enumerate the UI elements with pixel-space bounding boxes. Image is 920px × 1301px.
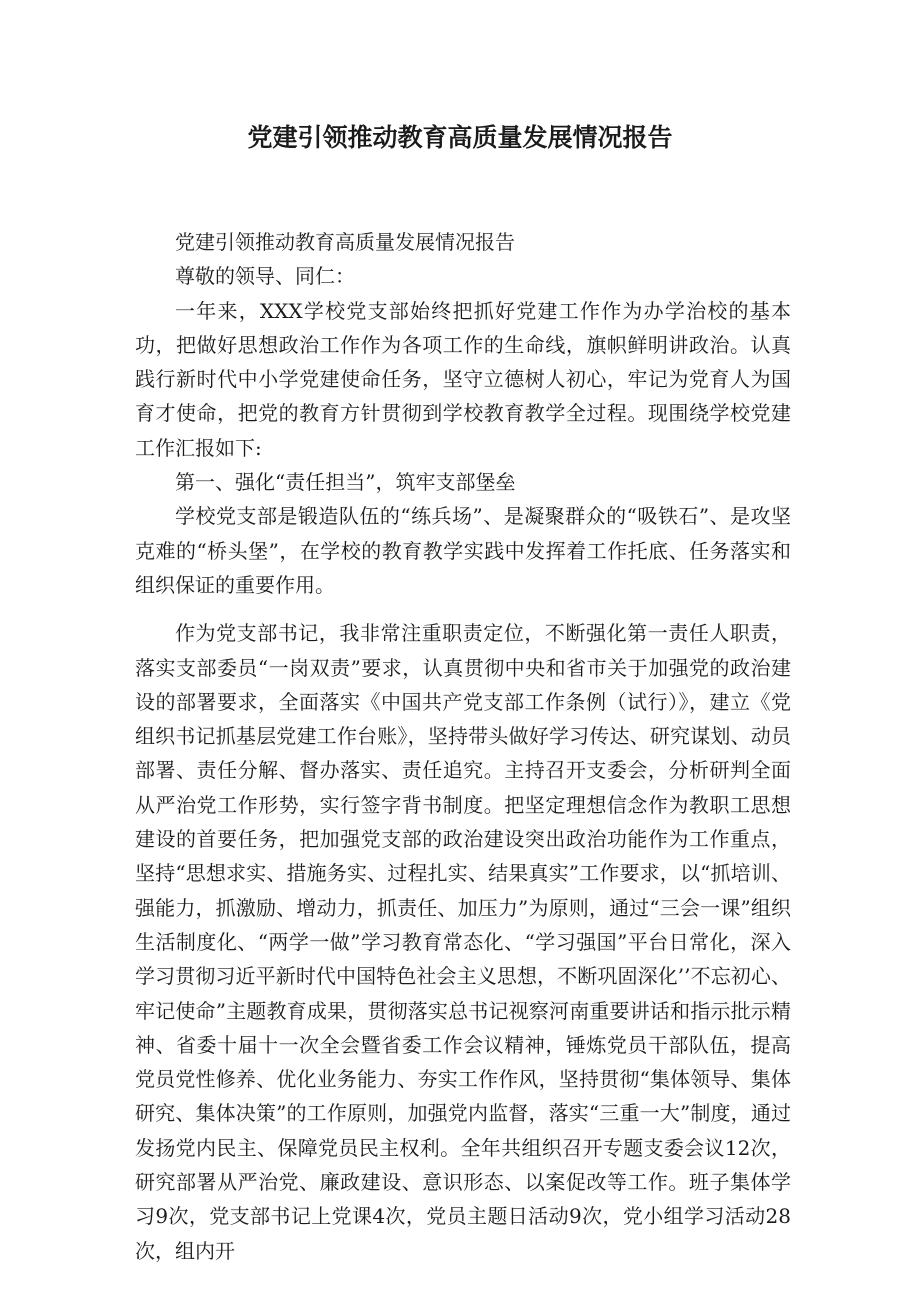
paragraph-salutation: 尊敬的领导、同仁： (175, 264, 355, 289)
paragraph-body: 学校党支部是锻造队伍的“练兵场”、是凝聚群众的“吸铁石”、是攻坚克难的“桥头堡”，在学校的教育教学实践中发挥着工作托底、任务落实和组织保证的重要作用。 (135, 504, 791, 597)
paragraph-intro: 一年来，XXX学校党支部始终把抓好党建工作作为办学治校的基本功，把做好思想政治工作作为各项工作的生命线，旗帜鲜明讲政治。认真践行新时代中小学党建使命任务，坚守立德树人初心，牢记为党育人为国育才使命，把党的教育方针贯彻到学校教育教学全过程。现围绕学校党建工作汇报如下: (135, 298, 791, 460)
section-heading: 第一、强化“责任担当”，筑牢支部堡垒 (175, 470, 516, 495)
paragraph-body: 作为党支部书记，我非常注重职责定位，不断强化第一责任人职责，落实支部委员“一岗双责”要求，认真贯彻中央和省市关于加强党的政治建设的部署要求，全面落实《中国共产党支部工作条例（试行）》，建立《党组织书记抓基层党建工作台账》，坚持带头做好学习传达、研究谋划、动员部署、责任分解、督办落实、责任追究。主持召开支委会，分析研判全面从严治党工作形势，实行签字背书制度。把坚定理想信念作为教职工思想建设的首要任务，把加强党支部的政治建设突出政治功能作为工作重点，坚持“思想求实、措施务实、过程扎实、结果真实”工作要求，以“抓培训、强能力，抓激励、增动力，抓责任、加压力”为原则，通过“三会一课”组织生活制度化、“两学一做”学习教育常态化、“学习强国”平台日常化，深入学习贯彻习近平新时代中国特色社会主义思想，不断巩固深化’’不忘初心、牢记使命”主题教育成果，贯彻落实总书记视察河南重要讲话和指示批示精神、省委十届十一次全会暨省委工作会议精神，锤炼党员干部队伍，提高党员党性修养、优化业务能力、夯实工作作风，坚持贯彻“集体领导、集体研究、集体决策”的工作原则，加强党内监督，落实“三重一大”制度，通过发扬党内民主、保障党员民主权利。全年共组织召开专题支委会议12次，研究部署从严治党、廉政建设、意识形态、以案促改等工作。班子集体学习9次，党支部书记上党课4次，党员主题日活动9次，党小组学习活动28次，组内开 (135, 621, 791, 1263)
paragraph-heading: 党建引领推动教育高质量发展情况报告 (175, 230, 515, 254)
document-title: 党建引领推动教育高质量发展情况报告 (247, 123, 673, 152)
document-body (135, 225, 791, 1268)
